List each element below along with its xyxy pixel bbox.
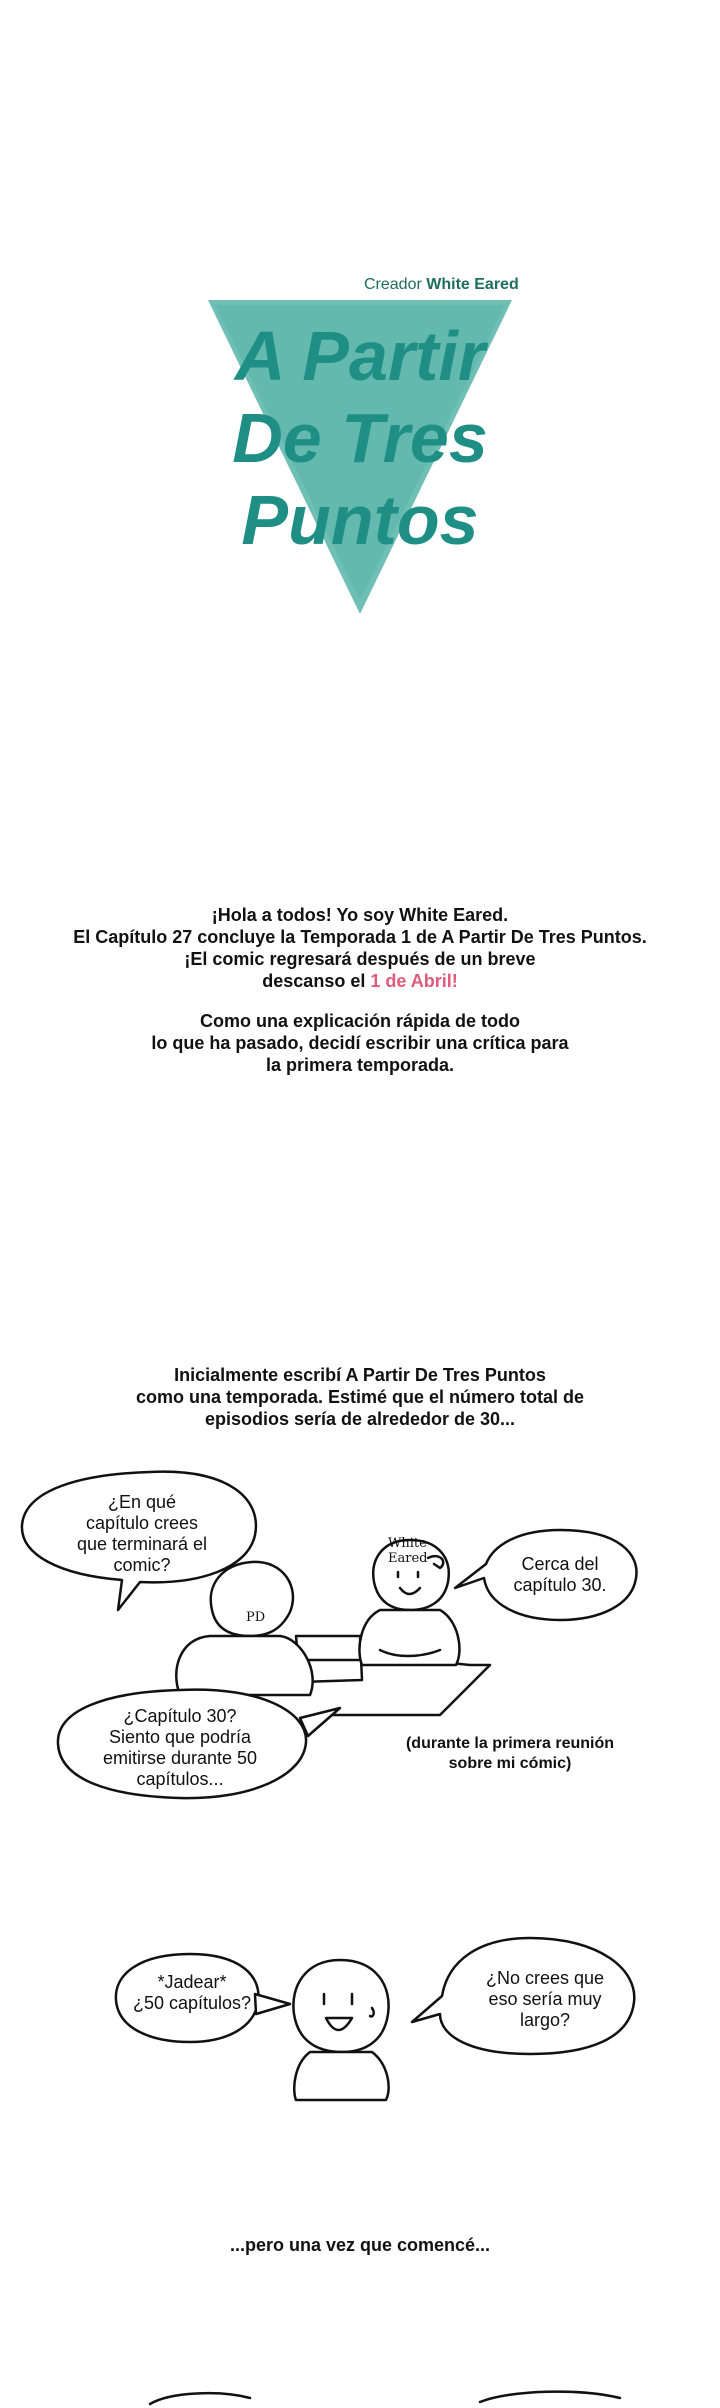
label-author-line: White (388, 1536, 427, 1551)
label-author (388, 1536, 427, 1566)
section2-line-3: episodios sería de alrededor de 30... (204, 1409, 516, 1429)
intro-line-3: ¡El comic regresará después de un breve (184, 949, 536, 969)
bubble-answer-line: capítulo 30. (513, 1575, 607, 1595)
intro-para2-line-1: Como una explicación rápida de todo (199, 1011, 521, 1031)
caption-line: (durante la primera reunión (405, 1735, 615, 1752)
intro-para2-line-3: la primera temporada. (265, 1055, 455, 1075)
panel1-caption (390, 1734, 630, 1774)
bubble-too-long-line: largo? (519, 2010, 571, 2030)
intro-line-4-prefix: descanso el (262, 971, 371, 991)
bubble-question-line: comic? (113, 1555, 171, 1575)
section2-line-1: Inicialmente escribí A Partir De Tres Puntos (174, 1365, 546, 1385)
creator-label: Creador (364, 276, 422, 293)
label-author-line: Eared (388, 1551, 428, 1566)
bubble-pd-line: ¿Capítulo 30? (123, 1706, 237, 1726)
return-date: 1 de Abril! (370, 971, 458, 991)
bubble-gasp-line: ¿50 capítulos? (132, 1993, 252, 2013)
bubble-pd-line: emitirse durante 50 (102, 1748, 258, 1768)
intro-para2-line-2: lo que ha pasado, decidí escribir una crítica para (151, 1033, 569, 1053)
bubble-answer (490, 1554, 630, 1596)
outro-text: ...pero una vez que comencé... (229, 2235, 491, 2255)
bubble-question-line: capítulo crees (85, 1513, 199, 1533)
section2-line-2: como una temporada. Estimé que el número total de (135, 1387, 585, 1407)
bubble-question (52, 1492, 232, 1576)
bubble-gasp-line: *Jadear* (157, 1972, 227, 1992)
bubble-too-long (460, 1968, 630, 2031)
bubble-pd-line: Siento que podría (108, 1727, 252, 1747)
creator-name: White Eared (426, 276, 519, 293)
bubble-gasp (122, 1972, 262, 2014)
section2-text (0, 1364, 720, 1430)
bubble-too-long-line: ¿No crees que (485, 1968, 605, 1988)
intro-line-1: ¡Hola a todos! Yo soy White Eared. (211, 905, 509, 925)
bubble-question-line: ¿En qué (107, 1492, 177, 1512)
caption-line: sobre mi cómic) (448, 1755, 572, 1772)
intro-line-2: El Capítulo 27 concluye la Temporada 1 de A Partir De Tres Puntos. (73, 927, 647, 947)
intro-text (0, 904, 720, 1076)
bubble-answer-line: Cerca del (521, 1554, 599, 1574)
next-panel-bubbles (0, 2388, 720, 2408)
label-pd: PD (246, 1610, 266, 1625)
bubble-pd-line: capítulos... (136, 1769, 224, 1789)
creator-credit (364, 276, 519, 294)
title-line-2: De Tres (232, 399, 488, 477)
title-line-3: Puntos (241, 481, 479, 559)
bubble-too-long-line: eso sería muy (488, 1989, 602, 2009)
bubble-pd (90, 1706, 270, 1790)
title-line-1: A Partir (234, 317, 486, 395)
bubble-question-line: que terminará el (76, 1534, 208, 1554)
intro-line-4 (0, 970, 720, 992)
